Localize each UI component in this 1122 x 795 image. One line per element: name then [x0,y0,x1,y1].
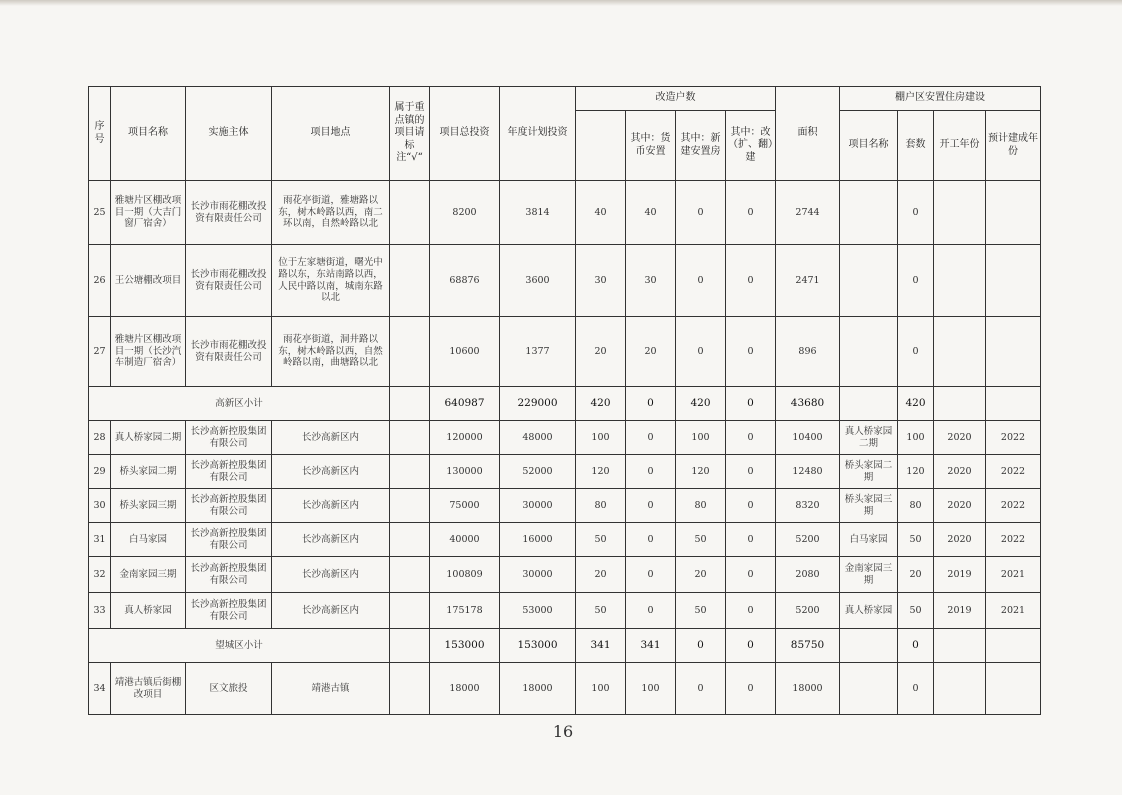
subtotal-r-finish [986,387,1041,421]
cell-r-start: 2020 [934,523,986,557]
cell-key [390,593,430,629]
cell-name: 金南家园三期 [111,557,186,593]
cell-r-start [934,245,986,317]
cell-name: 真人桥家园 [111,593,186,629]
cell-location: 雨花亭街道，洞井路以东，树木岭路以西，自然岭路以南，曲塘路以北 [272,317,390,387]
cell-name: 桥头家园三期 [111,489,186,523]
cell-area: 10400 [776,421,840,455]
header-seq: 序号 [89,87,111,181]
cell-area: 2744 [776,181,840,245]
subtotal-row [89,387,1041,421]
cell-r-finish: 2022 [986,455,1041,489]
header-r-finish: 预计建成年份 [986,111,1041,181]
subtotal-r-units: 0 [898,629,934,663]
cell-total: 18000 [430,663,500,715]
cell-r-start [934,181,986,245]
cell-total: 120000 [430,421,500,455]
cell-households: 30 [576,245,626,317]
table-row [89,317,1041,387]
subtotal-key [390,629,430,663]
cell-annual: 3600 [500,245,576,317]
cell-key [390,317,430,387]
cell-renovate: 0 [726,593,776,629]
cell-name: 真人桥家园二期 [111,421,186,455]
subtotal-total: 640987 [430,387,500,421]
cell-renovate: 0 [726,663,776,715]
cell-annual: 52000 [500,455,576,489]
subtotal-annual: 153000 [500,629,576,663]
header-entity: 实施主体 [186,87,272,181]
subtotal-monetary: 341 [626,629,676,663]
cell-location: 靖港古镇 [272,663,390,715]
cell-r-start: 2020 [934,489,986,523]
cell-r-start [934,663,986,715]
cell-r-name [840,317,898,387]
cell-entity: 长沙市雨花棚改投资有限责任公司 [186,245,272,317]
header-r-start: 开工年份 [934,111,986,181]
cell-r-finish: 2022 [986,421,1041,455]
cell-r-start: 2020 [934,455,986,489]
cell-new-build: 80 [676,489,726,523]
cell-location: 长沙高新区内 [272,593,390,629]
cell-r-units: 0 [898,663,934,715]
subtotal-area: 85750 [776,629,840,663]
cell-r-name [840,663,898,715]
cell-area: 896 [776,317,840,387]
cell-renovate: 0 [726,317,776,387]
header-monetary: 其中：货币安置 [626,111,676,181]
cell-seq: 26 [89,245,111,317]
cell-new-build: 50 [676,593,726,629]
cell-r-start: 2019 [934,557,986,593]
subtotal-label: 高新区小计 [89,387,390,421]
subtotal-r-start [934,629,986,663]
cell-new-build: 0 [676,245,726,317]
subtotal-row [89,629,1041,663]
subtotal-renovate: 0 [726,629,776,663]
cell-monetary: 0 [626,593,676,629]
cell-r-name: 真人桥家园 [840,593,898,629]
cell-seq: 28 [89,421,111,455]
cell-r-units: 0 [898,245,934,317]
cell-key [390,523,430,557]
cell-total: 100809 [430,557,500,593]
scan-edge [0,0,1122,6]
cell-key [390,421,430,455]
subtotal-monetary: 0 [626,387,676,421]
cell-name: 靖港古镇后街棚改项目 [111,663,186,715]
header-households-blank [576,111,626,181]
cell-r-name: 白马家园 [840,523,898,557]
cell-r-finish [986,663,1041,715]
cell-entity: 长沙高新控股集团有限公司 [186,421,272,455]
table-row [89,421,1041,455]
cell-households: 80 [576,489,626,523]
subtotal-area: 43680 [776,387,840,421]
cell-r-finish [986,181,1041,245]
cell-r-start: 2019 [934,593,986,629]
page-number: 16 [552,722,574,741]
cell-r-finish: 2021 [986,557,1041,593]
cell-area: 12480 [776,455,840,489]
cell-location: 长沙高新区内 [272,557,390,593]
cell-households: 20 [576,317,626,387]
cell-monetary: 0 [626,489,676,523]
header-annual-invest: 年度计划投资 [500,87,576,181]
cell-location: 长沙高新区内 [272,421,390,455]
header-households: 改造户数 [576,87,776,111]
cell-annual: 30000 [500,489,576,523]
cell-area: 8320 [776,489,840,523]
cell-renovate: 0 [726,557,776,593]
cell-r-finish: 2022 [986,523,1041,557]
cell-renovate: 0 [726,245,776,317]
cell-r-finish [986,317,1041,387]
cell-r-name [840,181,898,245]
cell-seq: 27 [89,317,111,387]
cell-r-units: 50 [898,523,934,557]
cell-renovate: 0 [726,489,776,523]
cell-seq: 25 [89,181,111,245]
cell-r-units: 120 [898,455,934,489]
cell-monetary: 30 [626,245,676,317]
cell-monetary: 100 [626,663,676,715]
cell-monetary: 0 [626,557,676,593]
cell-r-units: 20 [898,557,934,593]
cell-entity: 区文旅投 [186,663,272,715]
cell-renovate: 0 [726,523,776,557]
header-renovate: 其中：改（扩、翻）建 [726,111,776,181]
cell-r-name [840,245,898,317]
cell-r-name: 金南家园三期 [840,557,898,593]
cell-location: 长沙高新区内 [272,455,390,489]
table-row [89,557,1041,593]
cell-renovate: 0 [726,181,776,245]
cell-entity: 长沙高新控股集团有限公司 [186,489,272,523]
cell-new-build: 50 [676,523,726,557]
cell-r-name: 真人桥家园二期 [840,421,898,455]
cell-area: 2080 [776,557,840,593]
cell-area: 2471 [776,245,840,317]
subtotal-new-build: 420 [676,387,726,421]
cell-households: 20 [576,557,626,593]
subtotal-key [390,387,430,421]
cell-name: 桥头家园二期 [111,455,186,489]
cell-total: 40000 [430,523,500,557]
cell-r-units: 50 [898,593,934,629]
cell-r-name: 桥头家园二期 [840,455,898,489]
cell-new-build: 100 [676,421,726,455]
cell-r-start [934,317,986,387]
table-row [89,245,1041,317]
cell-households: 50 [576,523,626,557]
cell-r-name: 桥头家园三期 [840,489,898,523]
header-r-units: 套数 [898,111,934,181]
subtotal-label: 望城区小计 [89,629,390,663]
header-key-town: 属于重点镇的项目请标注“√“ [390,87,430,181]
header-r-name: 项目名称 [840,111,898,181]
cell-total: 68876 [430,245,500,317]
cell-annual: 48000 [500,421,576,455]
cell-name: 白马家园 [111,523,186,557]
cell-renovate: 0 [726,455,776,489]
subtotal-r-finish [986,629,1041,663]
cell-key [390,245,430,317]
cell-total: 175178 [430,593,500,629]
cell-key [390,663,430,715]
cell-households: 120 [576,455,626,489]
cell-entity: 长沙高新控股集团有限公司 [186,455,272,489]
cell-monetary: 0 [626,455,676,489]
cell-monetary: 40 [626,181,676,245]
cell-households: 100 [576,421,626,455]
table-row [89,663,1041,715]
header-resettle: 棚户区安置住房建设 [840,87,1041,111]
subtotal-r-units: 420 [898,387,934,421]
cell-households: 40 [576,181,626,245]
cell-renovate: 0 [726,421,776,455]
header-area: 面积 [776,87,840,181]
subtotal-r-name [840,387,898,421]
cell-households: 100 [576,663,626,715]
shantytown-renovation-table [88,86,1041,715]
header-location: 项目地点 [272,87,390,181]
cell-key [390,557,430,593]
subtotal-annual: 229000 [500,387,576,421]
table-row [89,593,1041,629]
cell-location: 长沙高新区内 [272,489,390,523]
subtotal-households: 341 [576,629,626,663]
cell-households: 50 [576,593,626,629]
cell-seq: 31 [89,523,111,557]
cell-total: 130000 [430,455,500,489]
cell-annual: 3814 [500,181,576,245]
subtotal-r-start [934,387,986,421]
cell-r-finish [986,245,1041,317]
table-row [89,455,1041,489]
cell-r-finish: 2021 [986,593,1041,629]
cell-new-build: 0 [676,317,726,387]
cell-r-units: 0 [898,181,934,245]
cell-entity: 长沙高新控股集团有限公司 [186,557,272,593]
cell-annual: 18000 [500,663,576,715]
cell-key [390,489,430,523]
table-row [89,181,1041,245]
cell-entity: 长沙高新控股集团有限公司 [186,593,272,629]
cell-area: 5200 [776,523,840,557]
cell-location: 位于左家塘街道，曙光中路以东，东站南路以西，人民中路以南，城南东路以北 [272,245,390,317]
cell-r-units: 100 [898,421,934,455]
cell-name: 雅塘片区棚改项目一期（长沙汽车制造厂宿舍） [111,317,186,387]
cell-name: 雅塘片区棚改项目一期（大吉门窗厂宿舍） [111,181,186,245]
cell-name: 王公塘棚改项目 [111,245,186,317]
cell-seq: 29 [89,455,111,489]
cell-location: 长沙高新区内 [272,523,390,557]
subtotal-new-build: 0 [676,629,726,663]
cell-r-units: 0 [898,317,934,387]
cell-total: 75000 [430,489,500,523]
cell-monetary: 20 [626,317,676,387]
cell-entity: 长沙高新控股集团有限公司 [186,523,272,557]
cell-annual: 16000 [500,523,576,557]
cell-r-units: 80 [898,489,934,523]
cell-seq: 30 [89,489,111,523]
cell-key [390,181,430,245]
cell-seq: 32 [89,557,111,593]
header-total-invest: 项目总投资 [430,87,500,181]
subtotal-r-name [840,629,898,663]
cell-r-finish: 2022 [986,489,1041,523]
cell-monetary: 0 [626,421,676,455]
cell-key [390,455,430,489]
cell-total: 10600 [430,317,500,387]
cell-total: 8200 [430,181,500,245]
table-row [89,523,1041,557]
header-name: 项目名称 [111,87,186,181]
cell-entity: 长沙市雨花棚改投资有限责任公司 [186,181,272,245]
table-row [89,489,1041,523]
cell-annual: 1377 [500,317,576,387]
cell-new-build: 20 [676,557,726,593]
cell-r-start: 2020 [934,421,986,455]
cell-entity: 长沙市雨花棚改投资有限责任公司 [186,317,272,387]
subtotal-total: 153000 [430,629,500,663]
cell-area: 18000 [776,663,840,715]
cell-seq: 34 [89,663,111,715]
header-new-build: 其中：新建安置房 [676,111,726,181]
cell-annual: 30000 [500,557,576,593]
cell-monetary: 0 [626,523,676,557]
cell-location: 雨花亭街道，雅塘路以东，树木岭路以西，南二环以南，自然岭路以北 [272,181,390,245]
subtotal-households: 420 [576,387,626,421]
cell-new-build: 120 [676,455,726,489]
cell-area: 5200 [776,593,840,629]
subtotal-renovate: 0 [726,387,776,421]
cell-new-build: 0 [676,663,726,715]
cell-new-build: 0 [676,181,726,245]
cell-seq: 33 [89,593,111,629]
cell-annual: 53000 [500,593,576,629]
